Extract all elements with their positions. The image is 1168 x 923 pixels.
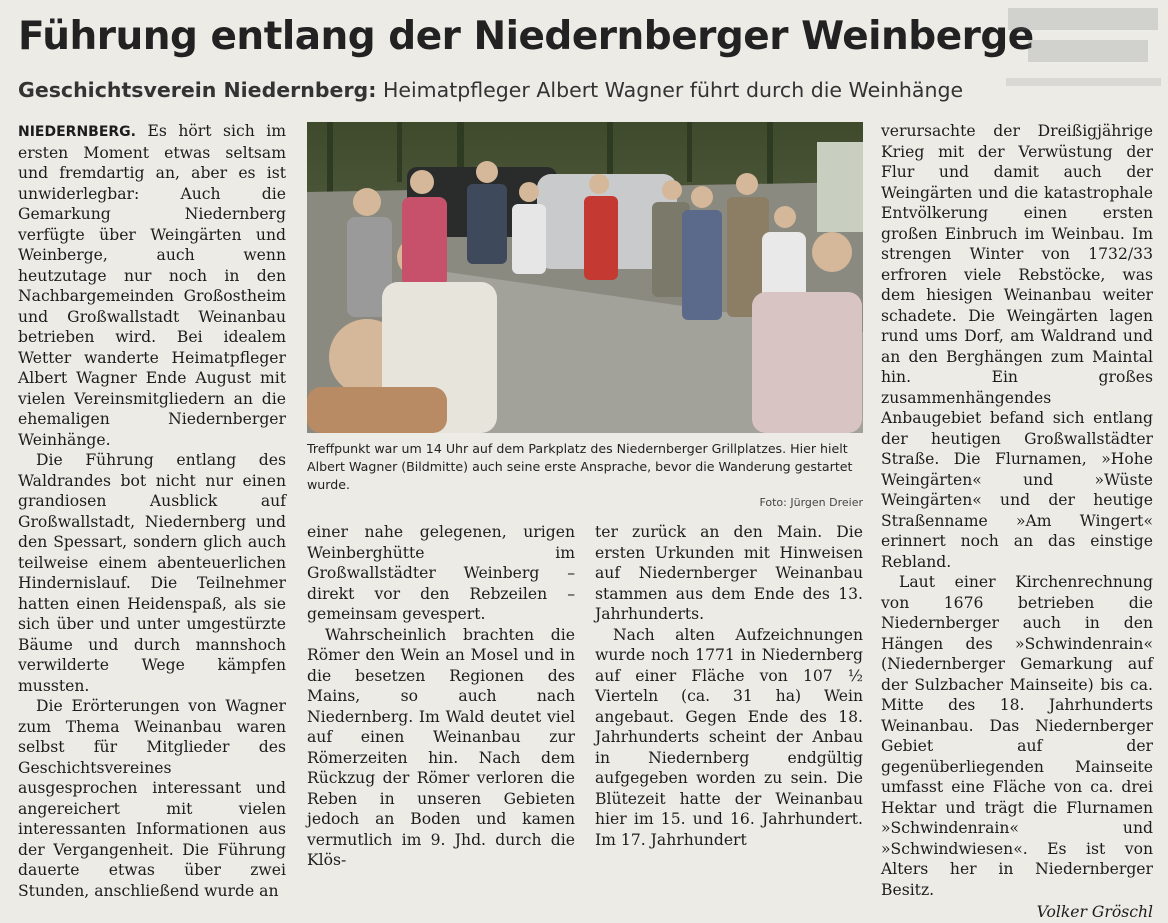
subheadline — [18, 78, 1018, 102]
paragraph-text: Es hört sich im ersten Moment etwas seltsam und fremdartig an, aber es ist unwiderlegbar: Auch die Gemarkung Niedernberg verfügte über Weingärten und Weinberge, auch wenn heutzutage nur noch in den Nachbargemeinden Großostheim und Großwallstadt Weinanbau betrieben wird. Bei idealem Wetter wanderte Heimatpfleger Albert Wagner Ende August mit vielen Vereinsmitgliedern an die ehemaligen Niedernberger Weinhänge. — [18, 122, 286, 449]
paragraph: Wahrscheinlich brachten die Römer den Wein an Mosel und in die besetzen Regionen des Mains, so auch nach Niedernberg. Im Wald deutet viel auf einen Weinanbau zur Römerzeiten hin. Nach dem Rückzug der Römer verloren die Reben in unseren Gebieten jedoch an Boden und kamen vermutlich im 9. Jhd. durch die Klös- — [307, 625, 575, 869]
paragraph: Die Erörterungen von Wagner zum Thema Weinanbau waren selbst für Mitglieder des Geschichtsvereines ausgesprochen interessant und angereichert mit vielen interessanten Informationen aus der Vergangenheit. Die Führung dauerte etwas über zwei Stunden, anschließend wurde an — [18, 697, 286, 900]
photo-caption — [307, 440, 863, 509]
author-byline: Volker Gröschl — [1036, 903, 1153, 921]
photo-credit: Foto: Jürgen Dreier — [759, 496, 863, 509]
paragraph: einer nahe gelegenen, urigen Weinberghütte im Großwallstädter Weinberg – direkt vor den Rebzeilen – gemeinsam gevespert. — [307, 523, 575, 623]
guide-figure — [584, 196, 618, 280]
headline: Führung entlang der Niedernberger Weinberge — [18, 14, 1034, 59]
paragraph — [18, 121, 286, 450]
column-1 — [18, 121, 286, 901]
caption-text: Treffpunkt war um 14 Uhr auf dem Parkplatz des Niedernberger Grillplatzes. Hier hielt Albert Wagner (Bildmitte) auch seine erste Ansprache, bevor die Wanderung gestartet wurde. — [307, 441, 853, 492]
paragraph: Nach alten Aufzeichnungen wurde noch 1771 in Niedernberg auf einer Fläche von 107 ½ Vierteln (ca. 31 ha) Wein angebaut. Gegen Ende des 18. Jahrhunderts scheint der Anbau in Niedernberg endgültig aufgegeben worden zu sein. Die Blütezeit hatte der Weinanbau hier im 15. und 16. Jahrhundert. Im 17. Jahrhundert — [595, 625, 863, 849]
column-2 — [307, 522, 575, 871]
column-4 — [881, 121, 1153, 923]
paragraph: Laut einer Kirchenrechnung von 1676 betrieben die Niedernberger auch in den Hängen des »Schwindenrain« (Niedernberger Gemarkung auf der Sulzbacher Mainseite) bis ca. Mitte des 18. Jahrhunderts Weinanbau. Das Niedernberger Gebiet auf der gegenüberliegenden Mainseite umfasst eine Fläche von ca. drei Hektar und trägt die Flurnamen »Schwindenrain« und »Schwindwiesen«. Es ist von Alters her in Niedernberger Besitz. — [881, 573, 1153, 899]
group-photo-illustration — [307, 122, 863, 433]
adjacent-article-fragment — [998, 0, 1168, 100]
faded-text-shapes — [998, 0, 1168, 100]
subhead-text: Heimatpfleger Albert Wagner führt durch die Weinhänge — [382, 78, 964, 102]
paragraph: Die Führung entlang des Waldrandes bot nicht nur einen grandiosen Ausblick auf Großwallstadt, Niedernberg und den Spessart, sondern glich auch teilweise einem abenteuerlichen Hindernislauf. Die Teilnehmer hatten einen Heidenspaß, als sie sich über und unter umgestürzte Bäume und durch mannshoch verwilderte Wege kämpfen mussten. — [18, 451, 286, 695]
kicker: Geschichtsverein Niedernberg: — [18, 78, 377, 102]
paragraph: ter zurück an den Main. Die ersten Urkunden mit Hinweisen auf Niedernberger Weinanbau stammen aus dem Ende des 13. Jahrhunderts. — [595, 523, 863, 623]
article-photo — [307, 122, 863, 433]
paragraph: verursachte der Dreißigjährige Krieg mit der Verwüstung der Flur und damit auch der Weingärten und die katastrophale Entvölkerung einen ersten großen Einbruch im Weinbau. Im strengen Winter von 1732/33 erfroren viele Rebstöcke, was dem hiesigen Weinanbau weiter schadete. Die Weingärten lagen rund ums Dorf, am Waldrand und an den Berghängen zum Maintal hin. Ein großes zusammenhängendes Anbaugebiet befand sich entlang der heutigen Großwallstädter Straße. Die Flurnamen, »Hohe Weingärten« und »Wüste Weingärten« und der heutige Straßenname »Am Wingert« erinnert noch an das einstige Rebland. — [881, 122, 1153, 571]
column-3 — [595, 522, 863, 850]
dateline: NIEDERNBERG. — [18, 124, 136, 140]
info-board — [817, 142, 863, 232]
